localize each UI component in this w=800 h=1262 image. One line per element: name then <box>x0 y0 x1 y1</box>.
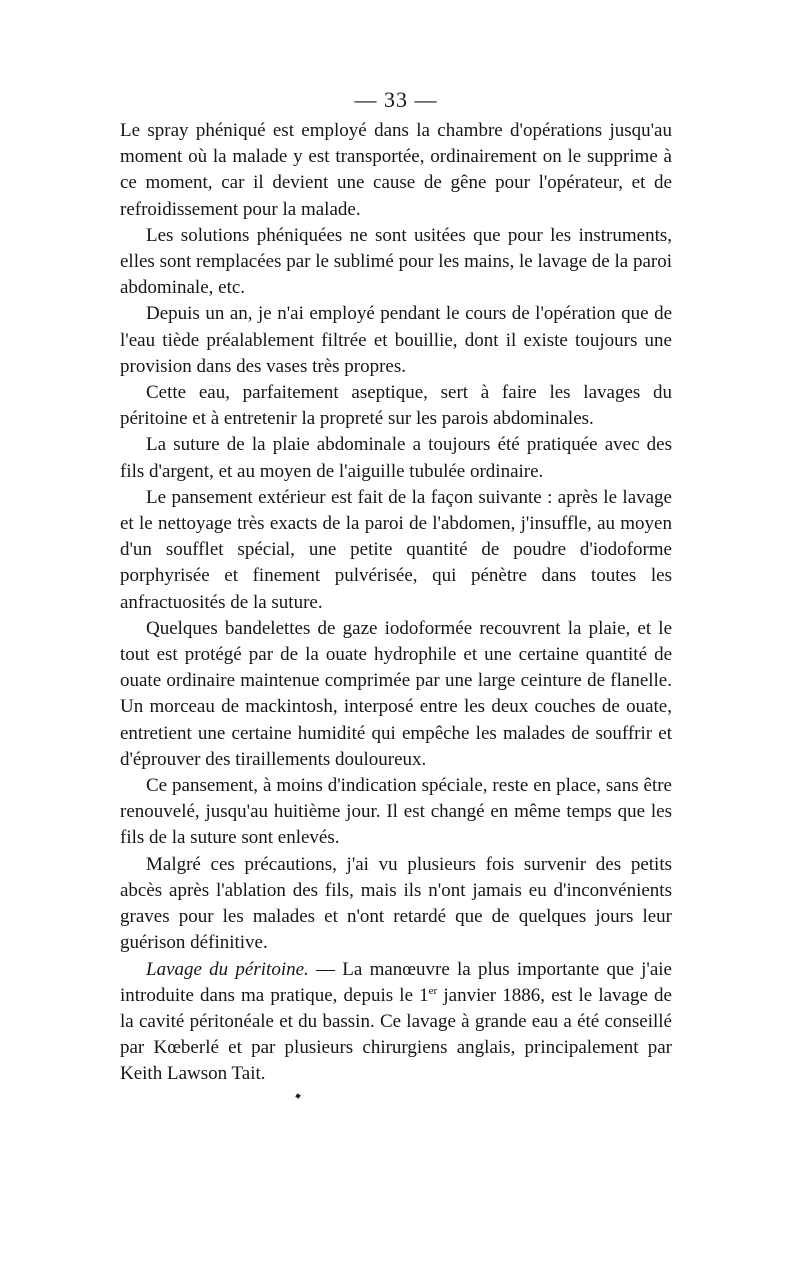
superscript-er: er <box>428 984 438 997</box>
lavage-text-end: janvier 1886, est le lavage de la cavité péritonéale et du bassin. Ce lavage à grande eau a été conseillé par Kœberlé et par plusieurs chirurgiens anglais, principalement par Keith Lawson Tait. <box>120 984 672 1085</box>
paragraph-spray: Le spray phéniqué est employé dans la chambre d'opérations jusqu'au moment où la malade y est transportée, ordinairement on le supprime à ce moment, car il devient une cause de gêne pour l'opérateur, et de refroidissement pour la malade. <box>120 120 672 220</box>
ink-speck <box>295 1093 301 1099</box>
paragraph-lavage-peritoine <box>120 957 672 1088</box>
body-text <box>120 118 672 1088</box>
paragraph-eau-tiede: Depuis un an, je n'ai employé pendant le cours de l'opération que de l'eau tiède préalablement filtrée et bouillie, dont il existe toujours une provision dans des vases très propres. <box>120 303 672 377</box>
paragraph-solutions: Les solutions phéniquées ne sont usitées que pour les instruments, elles sont remplacées par le sublimé pour les mains, le lavage de la paroi abdominale, etc. <box>120 224 672 299</box>
paragraph-pansement: Le pansement extérieur est fait de la façon suivante : après le lavage et le nettoyage très exacts de la paroi de l'abdomen, j'insuffle, au moyen d'un soufflet spécial, une petite quantité de poudre d'iodoforme porphyrisée et finement pulvérisée, qui pénètre dans toutes les anfractuosités de la suture. <box>120 486 672 613</box>
section-heading: Lavage du péritoine. <box>146 958 309 980</box>
paragraph-eau-aseptique: Cette eau, parfaitement aseptique, sert à faire les lavages du péritoine et à entretenir la propreté sur les parois abdominales. <box>120 382 672 430</box>
page-number: — 33 — <box>354 87 438 112</box>
lavage-text-start: — La manœuvre la plus importante que j'aie introduite dans ma pratique, depuis le 1 <box>120 958 672 1006</box>
paragraph-pansement-place: Ce pansement, à moins d'indication spéciale, reste en place, sans être renouvelé, jusqu'au huitième jour. Il est changé en même temps que les fils de la suture sont enlevés. <box>120 775 672 849</box>
book-page <box>120 86 672 1088</box>
paragraph-suture: La suture de la plaie abdominale a toujours été pratiquée avec des fils d'argent, et au moyen de l'aiguille tubulée ordinaire. <box>120 434 672 482</box>
paragraph-precautions: Malgré ces précautions, j'ai vu plusieurs fois survenir des petits abcès après l'ablation des fils, mais ils n'ont jamais eu d'inconvénients graves pour les malades et n'ont retardé que de quelques jours leur guérison définitive. <box>120 853 672 954</box>
paragraph-bandelettes: Quelques bandelettes de gaze iodoformée recouvrent la plaie, et le tout est protégé par de la ouate hydrophile et une certaine quantité de ouate ordinaire maintenue comprimée par une large ceinture de flanelle. Un morceau de mackintosh, interposé entre les deux couches de ouate, entretient une certaine humidité qui empêche les malades de souffrir et d'éprouver des tiraillements douloureux. <box>120 617 672 770</box>
